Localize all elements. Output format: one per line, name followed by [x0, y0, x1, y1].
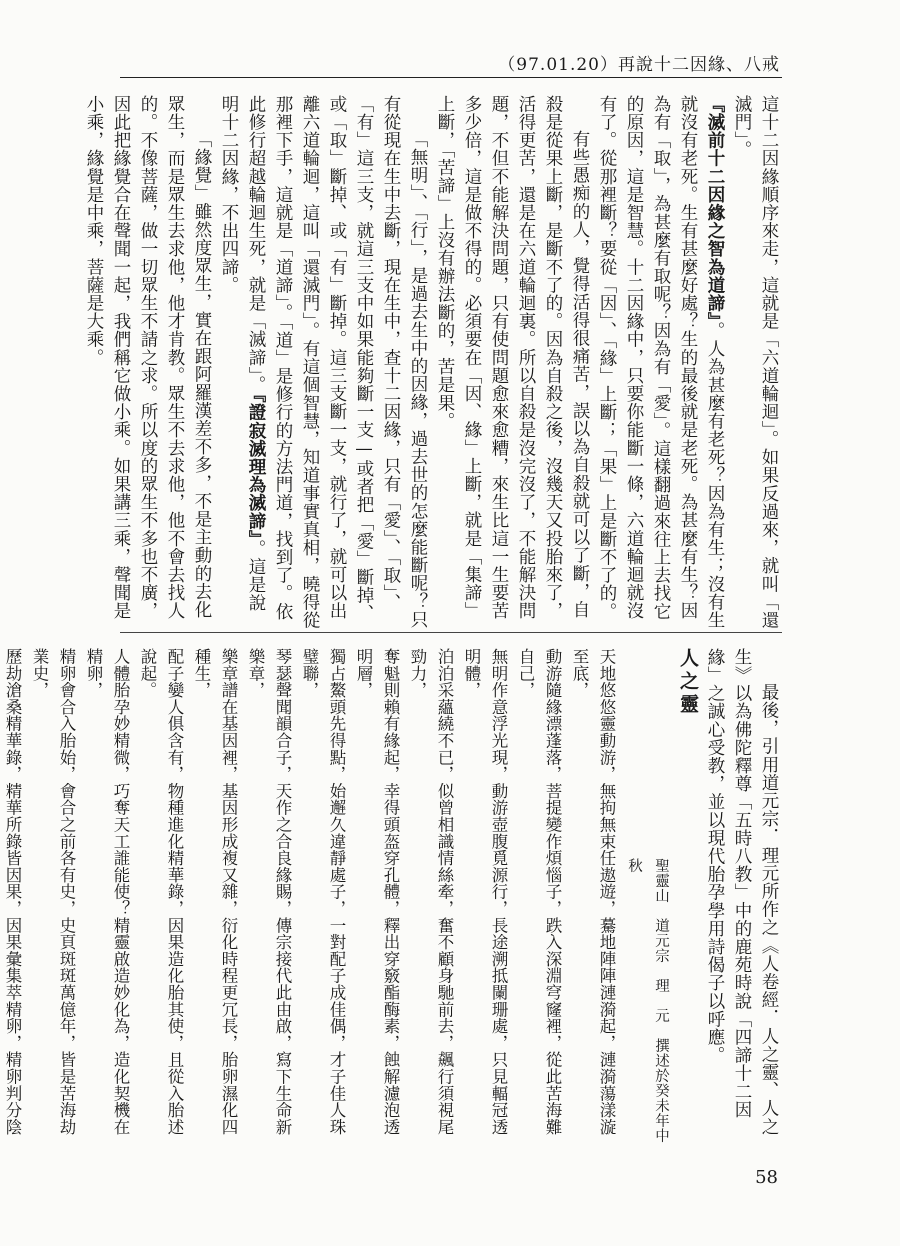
- poem-line: 人體胎孕妙精微，巧奪天工誰能使？精靈啟造妙化為，造化契機在精卵，: [84, 648, 130, 1136]
- poem-heading: [620, 648, 701, 1146]
- upper-section: [84, 95, 782, 632]
- poem-title: 人之靈: [677, 648, 699, 717]
- poem-line: 歷劫滄桑精華錄，精華所錄皆因果，因果彙集萃精卵，精卵判分陰: [3, 648, 22, 1136]
- bold-phrase: 『證寂滅理為滅諦』: [246, 393, 266, 540]
- poem-line: 奪魁則賴有緣起，幸得頭盔穿孔體，釋出穿竅酯酶素，蝕解濾泡透明層，: [354, 648, 400, 1136]
- bold-phrase: 『滅前十二因緣之智為道諦』: [705, 95, 725, 322]
- poem-line: 泊泊采蘊繞不已，似曾相識情絲牽，奮不顧身馳前去，飆行須視尾勁力，: [408, 648, 454, 1136]
- header-rule: [120, 77, 782, 78]
- paragraph: 「緣覺」雖然度眾生，實在跟阿羅漢差不多，不是主動的去化眾生，而是眾生去求他，他才肯教。眾生不去求他，他不會去找人的。不像菩薩，做一切眾生不請之求。所以度的眾生不多也不廣，因此把緣覺合在聲聞一起，我們稱它做小乘。如果講三乘，聲聞是小乘，緣覺是中乘，菩薩是大乘。: [84, 95, 212, 620]
- paragraph-text: 。這是說: [246, 539, 266, 612]
- poem-line: 無明作意浮光現，動游壺腹覓源行，長途溯抵闌珊處，只見輻冠透明體，: [462, 648, 508, 1136]
- intro-paragraph: 最後，引用道元宗．理元所作之《人卷經．人之靈、人之生》以為佛陀釋尊「五時八教」中的鹿苑時說「四諦十二因緣」之誠心受教，並以現代胎孕學用詩偈子以呼應。: [705, 648, 779, 1136]
- poem-line: 琴瑟聲聞韻合子，天作之合良緣賜，傳宗接代此由啟，寫下生命新樂章，: [246, 648, 292, 1136]
- paragraph-text: 「無明」、「行」，是過去生中的因緣，過去世的怎麼能斷呢？只有從現在生中去斷，現在生中，查十二因緣，只有「愛」、「取」、「有」這三支，就這三支中如果能夠斷一支—或者把「愛」斷掉、或「取」斷掉、或「有」斷掉。這三支斷一支，就行了，就可以出離六道輪迴，這叫「還滅門」。有這個智慧，知道事實真相，曉得從那裡下手，這就是「道諦」。「道」是修行的方法門道，找到了。依此修行超越輪迴生死，就是「滅諦」。: [246, 95, 428, 630]
- poem-line: 動游隨緣漂蓬落，菩提變作煩惱子，跌入深淵穹窿裡，從此苦海難自己，: [516, 648, 562, 1136]
- paragraph: 有些愚痴的人，覺得活得很痛苦，誤以為自殺就可以了斷，自殺是從果上斷，是斷不了的。因為自殺之後，沒幾天又投胎來了，活得更苦，還是在六道輪迴裏。所以自殺是沒完沒了，不能解決問題，不但不能解決問題，只有使問題愈來愈糟，來生比這一生要苦多少倍，這是做不得的。必須要在「因、緣」上斷，就是「集諦」上斷，「苦諦」上沒有辦法斷的，苦是果。: [435, 95, 590, 620]
- paragraph-text: 。人為甚麼有老死？因為有生；沒: [705, 321, 725, 594]
- poem-line: 精卵會合入胎始，會合之前各有史，史頁斑斑萬億年，皆是苦海劫業史，: [30, 648, 76, 1136]
- paragraph-with-bold-tail: [242, 95, 431, 632]
- poem-line: 獨占鰲頭先得點，始邂久違靜處子，一對配子成佳偶，才子佳人珠璧聯，: [300, 648, 346, 1136]
- paragraph: 這十二因緣順序來走，這就是「六道輪迴」。如果反過來，就叫「還滅門」。: [732, 95, 779, 630]
- paragraph-text: 有生就沒有老死。生有甚麼好處？生的最後就是老死。為甚麼有生？因為有「取」，為甚麼有取呢？因為有「愛」。這樣翻過來往上去找它的原因，這是智慧。十二因緣中，只要你能斷一條，六道輪迴就沒有了。從那裡斷？要從「因」、「緣」上斷；「果」上是斷不了的。: [597, 95, 725, 630]
- poem-line: 天地悠悠靈動游，無拘無束任遨遊，驀地陣陣漣漪起，漣漪蕩漾漩至底，: [570, 648, 616, 1136]
- running-header: （97.01.20）再說十二因緣、八戒: [498, 55, 780, 75]
- lower-section: [3, 648, 782, 1146]
- poem-line: 配子孌人俱含有，物種進化精華錄，因果造化胎其使，且從入胎述說起。: [138, 648, 184, 1136]
- paragraph: 明十二因緣，不出四諦。: [219, 95, 239, 295]
- section-divider: [120, 632, 782, 633]
- page-number: 58: [755, 1167, 778, 1188]
- poem-line: 樂章譜在基因裡，基因形成複又雜，衍化時程更冗長，胎卵濕化四種生，: [192, 648, 238, 1136]
- paragraph-with-bold-lead: [593, 95, 728, 632]
- poem-byline: 聖靈山 道元宗 理 元 撰述於癸未年中秋: [626, 858, 669, 1143]
